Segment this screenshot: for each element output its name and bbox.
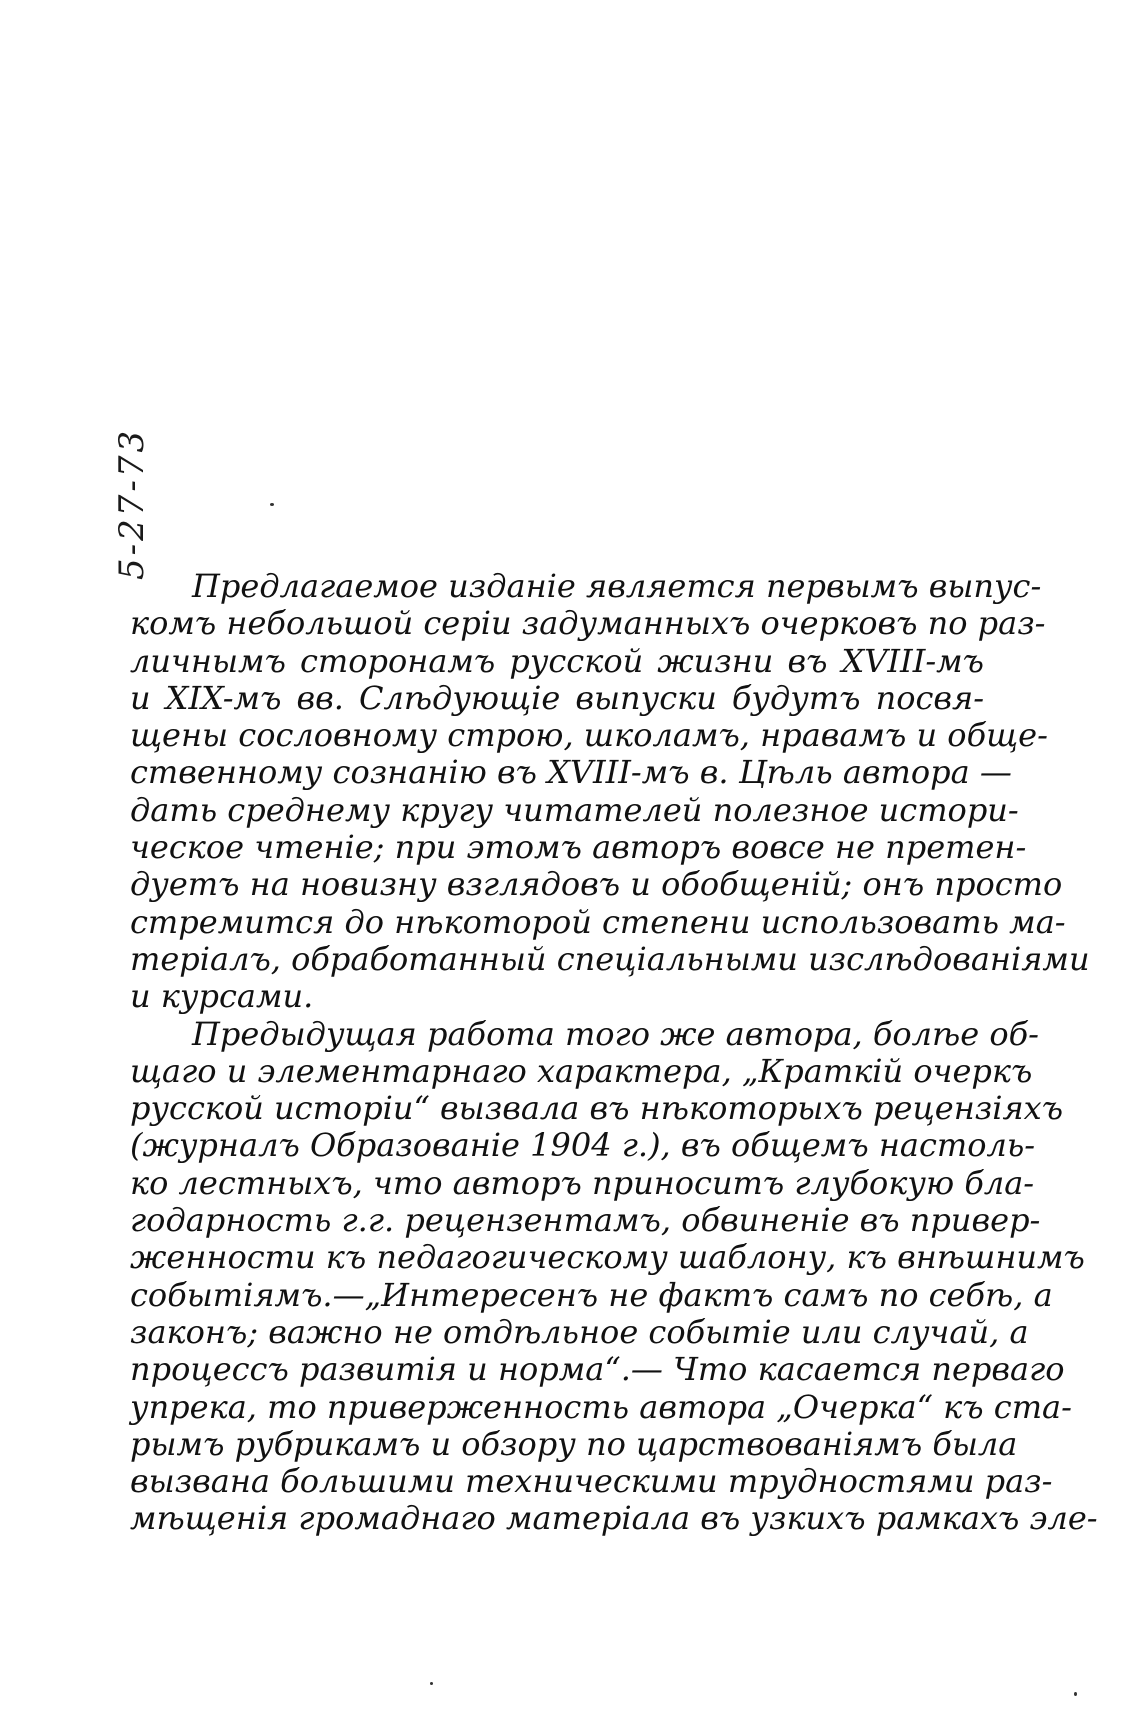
body-text <box>130 567 1098 1538</box>
text-line: ко лестныхъ, что авторъ приноситъ глубокую бла- <box>130 1163 1035 1202</box>
text-line: и курсами. <box>130 977 314 1016</box>
scan-speck <box>430 1682 433 1685</box>
text-line: законъ; важно не отдѣльное событіе или случай, а <box>130 1312 1029 1351</box>
text-line: (журналъ Образованіе 1904 г.), въ общемъ настоль- <box>130 1126 1036 1165</box>
text-line: и XIX-мъ вв. Слѣдующіе выпуски будутъ посвя- <box>130 678 984 717</box>
handwritten-marginal-note <box>112 420 172 580</box>
scan-speck <box>270 503 274 506</box>
text-line: вызвана большими техническими трудностями раз- <box>130 1462 1053 1501</box>
marginal-note-text: 5-27-73 <box>112 427 152 580</box>
text-line: комъ небольшой серіи задуманныхъ очерковъ по раз- <box>130 604 1046 643</box>
text-line: теріалъ, обработанный спеціальными изслѣдованіями <box>130 939 1090 978</box>
text-line: мѣщенія громаднаго матеріала въ узкихъ рамкахъ эле- <box>130 1499 1098 1538</box>
paragraph-2 <box>130 1014 1098 1538</box>
text-line: рымъ рубрикамъ и обзору по царствованіямъ была <box>130 1424 1018 1463</box>
text-line: ственному сознанію въ XVIII-мъ в. Цѣль автора — <box>130 753 1012 792</box>
text-line: процессъ развитія и норма“.— Что касается перваго <box>130 1350 1065 1389</box>
paragraph-1 <box>130 567 1090 1016</box>
text-line: событіямъ.—„Интересенъ не фактъ самъ по себѣ, а <box>130 1275 1053 1314</box>
text-line: стремится до нѣкоторой степени использовать ма- <box>130 902 1066 941</box>
text-line: дать среднему кругу читателей полезное истори- <box>130 790 1019 829</box>
scan-speck <box>1074 1692 1077 1696</box>
text-line: щаго и элементарнаго характера, „Краткій очеркъ <box>130 1051 1033 1090</box>
text-line: личнымъ сторонамъ русской жизни въ XVIII-мъ <box>130 641 984 680</box>
text-line: женности къ педагогическому шаблону, къ внѣшнимъ <box>130 1238 1085 1277</box>
text-line: русской исторіи“ вызвала въ нѣкоторыхъ рецензіяхъ <box>130 1089 1064 1128</box>
text-line: дуетъ на новизну взглядовъ и обобщеній; онъ просто <box>130 865 1063 904</box>
text-line: щены сословному строю, школамъ, нравамъ и обще- <box>130 716 1048 755</box>
text-line: годарность г.г. рецензентамъ, обвиненіе въ привер- <box>130 1201 1041 1240</box>
text-line: упрека, то приверженность автора „Очерка“ къ ста- <box>130 1387 1072 1426</box>
text-line: ческое чтеніе; при этомъ авторъ вовсе не претен- <box>130 828 1027 867</box>
text-line: Предлагаемое изданіе является первымъ выпус- <box>192 567 1042 605</box>
text-line: Предыдущая работа того же автора, болѣе об- <box>192 1014 1039 1053</box>
